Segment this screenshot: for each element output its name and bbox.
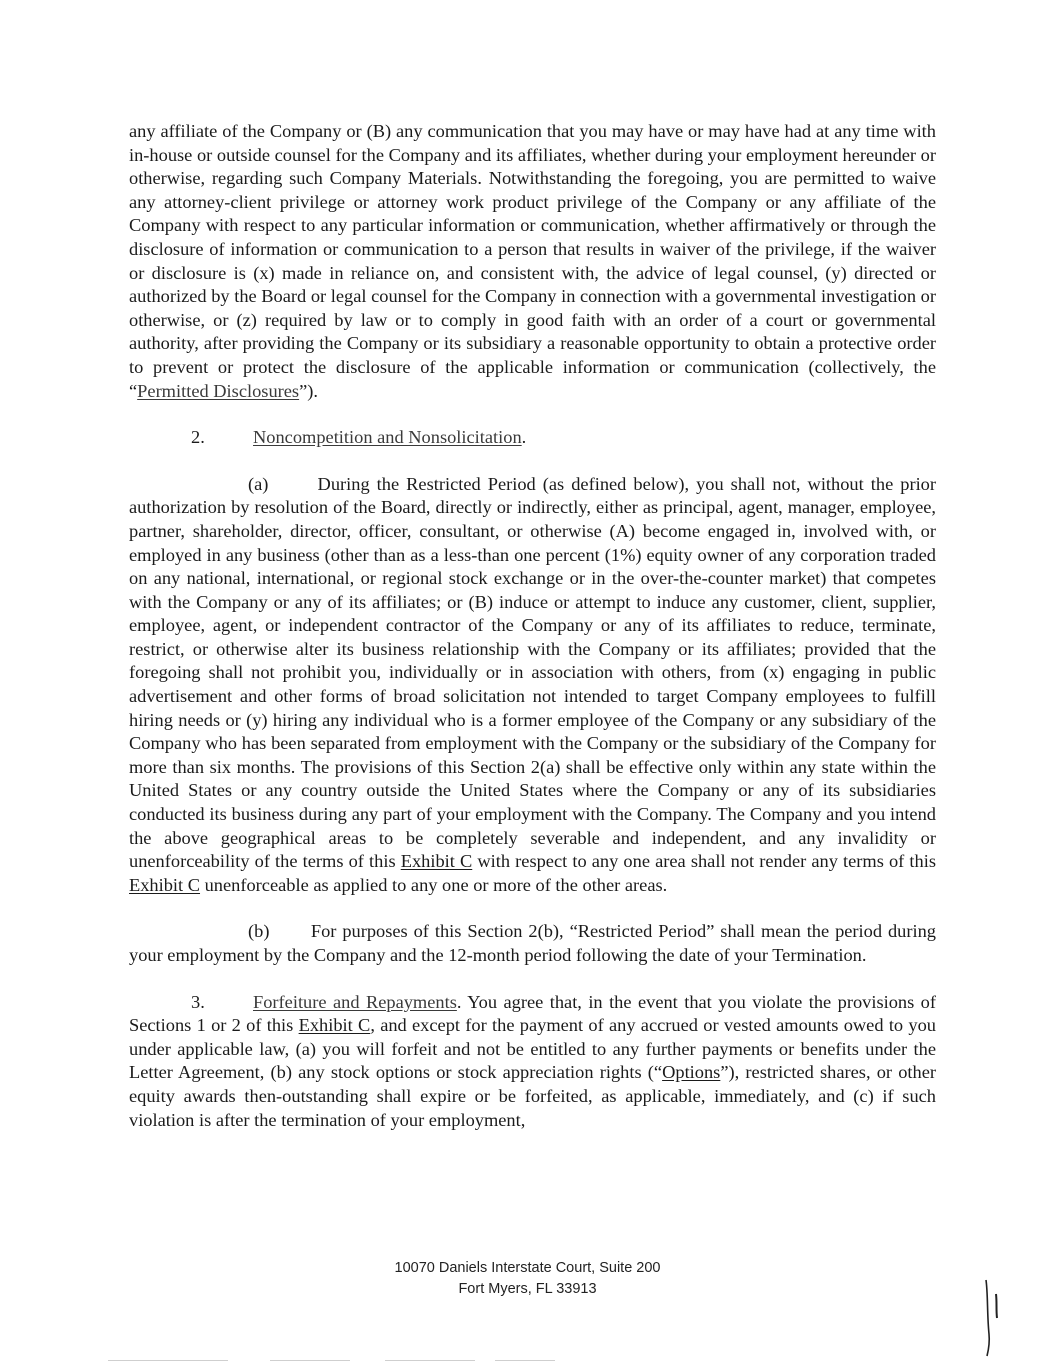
exhibit-c-reference: Exhibit C [298, 1015, 371, 1036]
section-2-title: Noncompetition and Nonsolicitation [253, 427, 522, 448]
document-body [129, 120, 941, 1132]
paragraph-section-2a: (a) During the Restricted Period (as defined below), you shall not, without the prior authorization by resolution of the Board, directly or indirectly, either as principal, agent, manager, employee, partner, shareholder, director, officer, consultant, or otherwise (A) become engaged in, involved with, or employed in any business (other than as a less-than one percent (1%) equity owner of any corporation traded on any national, international, or regional stock exchange or in the over-the-counter market) that competes with the Company or any of its affiliates; or (B) induce or attempt to induce any customer, client, supplier, employee, agent, or independent contractor of the Company or any of its affiliates to reduce, terminate, restrict, or otherwise alter its business relationship with the Company or its affiliates; provided that the foregoing shall not prohibit you, individually or in association with others, from (x) engaging in public advertisement and other forms of broad solicitation not intended to target Company employees to fulfill hiring needs or (y) hiring any individual who is a former employee of the Company or any subsidiary of the Company who has been separated from employment with the Company or the subsidiary of the Company for more than six months. The provisions of this Section 2(a) shall be effective only within any state within the United States or any country outside the United States where the Company or any of its subsidiaries conducted its business during any part of your employment with the Company. The Company and you intend the above geographical areas to be completely severable and independent, and any invalidity or unenforceability of the terms of this Exhibit C with respect to any one area shall not render any terms of this Exhibit C unenforceable as applied to any one or more of the other areas. [129, 473, 941, 895]
handwritten-initials-mark [982, 1274, 1006, 1358]
footer-address-line-1: 10070 Daniels Interstate Court, Suite 200 [394, 1260, 661, 1276]
exhibit-c-reference: Exhibit C [129, 874, 201, 895]
paragraph-section-2b: (b) For purposes of this Section 2(b), “Restricted Period” shall mean the period during your employment by the Company and the 12-month period following the date of your Termination. [129, 921, 941, 965]
defined-term-options: Options [662, 1062, 721, 1083]
scan-artifact-line [385, 1360, 475, 1361]
section-3-title: Forfeiture and Repayments [253, 991, 457, 1012]
defined-term-permitted-disclosures: Permitted Disclosures [137, 380, 300, 401]
footer-address-line-2: Fort Myers, FL 33913 [458, 1281, 597, 1297]
paragraph-section-3: 3. Forfeiture and Repayments. You agree that, in the event that you violate the provisions of Sections 1 or 2 of this Exhibit C, and except for the payment of any accrued or vested amounts owed to you under applicable law, (a) you will forfeit and not be entitled to any further payments or benefits under the Letter Agreement, (b) any stock options or stock appreciation rights (“Options”), restricted shares, or other equity awards then-outstanding shall expire or be forfeited, as applicable, immediately, and (c) if such violation is after the termination of your employment, [129, 991, 937, 1130]
scan-artifact-line [270, 1360, 350, 1361]
section-2-number: 2. [191, 427, 205, 448]
exhibit-c-reference: Exhibit C [400, 851, 473, 872]
section-2-heading: 2. Noncompetition and Nonsolicitation. [129, 426, 936, 450]
paragraph-permitted-disclosures: any affiliate of the Company or (B) any communication that you may have or may have had at any time with in-house or outside counsel for the Company and its affiliates, whether during your employment hereunder or otherwise, regarding such Company Materials. Notwithstanding the foregoing, you are permitted to waive any attorney-client privilege or attorney work product privilege of the Company or any affiliate of the Company with respect to any particular information or communication, whether affirmatively or through the disclosure of information or communication to a person that results in waiver of the privilege, if the waiver or disclosure is (x) made in reliance on, and consistent with, the advice of legal counsel, (y) directed or authorized by the Board or legal counsel for the Company in connection with a governmental investigation or otherwise, or (z) required by law or to comply in good faith with an order of a court or governmental authority, after providing the Company or its subsidiary a reasonable opportunity to obtain a protective order to prevent or protect the disclosure of the applicable information or communication (collectively, the “Permitted Disclosures”). [129, 121, 936, 401]
scan-artifact-line [495, 1360, 555, 1361]
scan-artifact-line [108, 1360, 228, 1361]
section-3-number: 3. [191, 991, 205, 1012]
page-footer [0, 1258, 1055, 1300]
